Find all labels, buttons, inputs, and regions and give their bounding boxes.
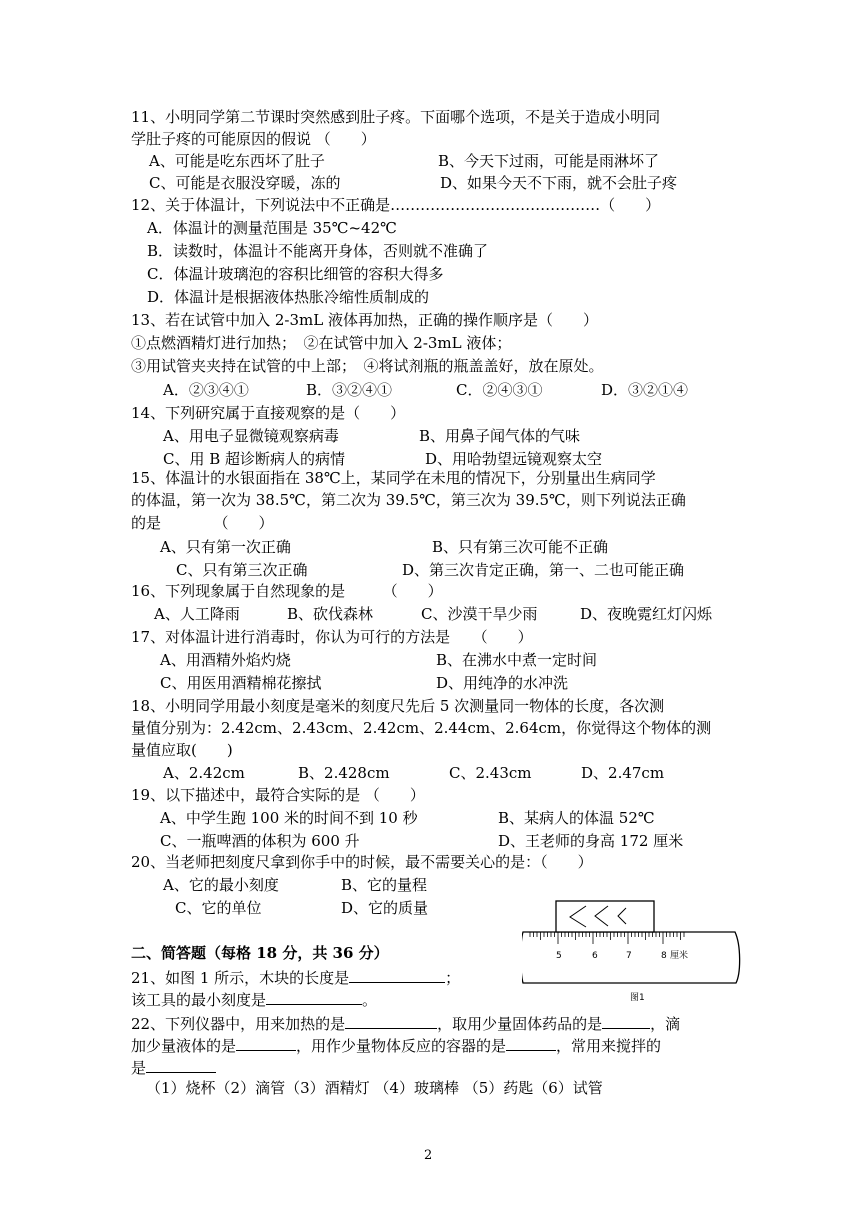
tick-label-6: 6 <box>592 951 598 961</box>
q20-option-d: D、它的质量 <box>341 899 429 917</box>
q18-text-cont-2: 量值应取( ) <box>131 741 233 759</box>
section-heading: 二、简答题（每格 18 分，共 36 分） <box>131 944 389 962</box>
q18-option-b: B、2.428cm <box>298 764 390 782</box>
q15-option-c: C、只有第三次正确 <box>176 561 308 579</box>
q15-option-b: B、只有第三次可能不正确 <box>432 538 609 556</box>
q22-prompt-3: ，滴 <box>650 1015 681 1033</box>
q18-option-a: A、2.42cm <box>163 764 245 782</box>
q13-text: 13、若在试管中加入 2-3mL 液体再加热，正确的操作顺序是（ ） <box>131 311 598 329</box>
answer-blank[interactable] <box>506 1034 556 1051</box>
q18-text-cont-1: 量值分别为：2.42cm、2.43cm、2.42cm、2.44cm、2.64cm，你觉得这个物体的测 <box>131 719 712 737</box>
q16-option-b: B、砍伐森林 <box>287 605 374 623</box>
q20-option-c: C、它的单位 <box>175 899 262 917</box>
q16-option-c: C、沙漠干旱少雨 <box>421 605 538 623</box>
q15-option-a: A、只有第一次正确 <box>160 538 291 556</box>
q13-option-d: D．③②①④ <box>601 381 689 399</box>
q17-option-d: D、用纯净的水冲洗 <box>436 674 569 692</box>
q13-option-a: A．②③④① <box>163 381 249 399</box>
punctuation: 。 <box>362 991 378 1009</box>
q21-text-cont <box>131 988 377 1010</box>
q22-prompt-6: ，常用来搅拌的 <box>556 1037 662 1055</box>
q13-steps-2: ③用试管夹夹持在试管的中上部； ④将试剂瓶的瓶盖盖好，放在原处。 <box>131 357 604 375</box>
q15-text-cont-2: 的是 （ ） <box>131 514 274 532</box>
q15-text: 15、体温计的水银面指在 38℃上，某同学在未甩的情况下，分别量出生病同学 <box>131 469 656 487</box>
q12-text: 12、关于体温计，下列说法中不正确是……………………………………（ ） <box>131 196 661 214</box>
tick-label-8: 8 <box>661 951 667 961</box>
tick-label-5: 5 <box>556 951 562 961</box>
q14-option-d: D、用哈勃望远镜观察太空 <box>425 450 603 468</box>
q13-option-c: C．②④③① <box>456 381 543 399</box>
answer-blank[interactable] <box>236 1034 296 1051</box>
q22-options: （1）烧杯（2）滴管（3）酒精灯 （4）玻璃棒 （5）药匙（6）试管 <box>146 1079 603 1097</box>
q22-text-cont-2 <box>131 1056 216 1078</box>
q22-prompt-1: 22、下列仪器中，用来加热的是 <box>131 1015 346 1033</box>
q20-option-b: B、它的量程 <box>341 876 428 894</box>
q11-option-b: B、今天下过雨，可能是雨淋坏了 <box>438 152 660 170</box>
page-number: 2 <box>424 1148 433 1163</box>
q18-option-c: C、2.43cm <box>449 764 532 782</box>
q14-option-b: B、用鼻子闻气体的气味 <box>419 427 581 445</box>
q14-option-a: A、用电子显微镜观察病毒 <box>163 427 339 445</box>
q15-text-cont-1: 的体温，第一次为 38.5℃，第二次为 39.5℃，第三次为 39.5℃，则下列说法正确 <box>131 491 686 509</box>
q20-option-a: A、它的最小刻度 <box>163 876 279 894</box>
q17-option-a: A、用酒精外焰灼烧 <box>160 651 291 669</box>
q22-prompt-5: ，用作少量物体反应的容器的是 <box>296 1037 507 1055</box>
answer-blank[interactable] <box>602 1012 650 1029</box>
q12-option-c: C．体温计玻璃泡的容积比细管的容积大得多 <box>147 265 444 283</box>
q17-option-c: C、用医用酒精棉花擦拭 <box>160 674 322 692</box>
answer-blank[interactable] <box>266 988 362 1005</box>
q19-option-a: A、中学生跑 100 米的时间不到 10 秒 <box>160 809 418 827</box>
ruler-scale <box>530 932 684 944</box>
q21-prompt: 21、如图 1 所示，木块的长度是 <box>131 969 350 987</box>
q16-text: 16、下列现象属于自然现象的是 （ ） <box>131 582 443 600</box>
answer-blank[interactable] <box>146 1056 216 1073</box>
q12-option-b: B．读数时，体温计不能离开身体，否则就不准确了 <box>147 242 489 260</box>
q13-option-b: B．③②④① <box>306 381 393 399</box>
q18-option-d: D、2.47cm <box>581 764 665 782</box>
q12-option-a: A．体温计的测量范围是 35℃~42℃ <box>147 219 397 237</box>
q11-option-d: D、如果今天不下雨，就不会肚子疼 <box>440 174 678 192</box>
q17-text: 17、对体温计进行消毒时，你认为可行的方法是 （ ） <box>131 628 533 646</box>
q22-prompt-7: 是 <box>131 1059 147 1077</box>
q13-steps-1: ①点燃酒精灯进行加热； ②在试管中加入 2-3mL 液体； <box>131 334 512 352</box>
q19-text: 19、以下描述中，最符合实际的是 （ ） <box>131 786 425 804</box>
q17-option-b: B、在沸水中煮一定时间 <box>436 651 598 669</box>
q11-text-cont: 学肚子疼的可能原因的假说 （ ） <box>131 130 376 148</box>
q11-text: 11、小明同学第二节课时突然感到肚子疼。下面哪个选项，不是关于造成小明同 <box>131 108 661 126</box>
q14-option-c: C、用 B 超诊断病人的病情 <box>163 450 346 468</box>
q12-option-d: D．体温计是根据液体热胀冷缩性质制成的 <box>147 288 430 306</box>
q19-option-b: B、某病人的体温 52℃ <box>498 809 655 827</box>
q22-prompt-2: ，取用少量固体药品的是 <box>437 1015 603 1033</box>
ruler-figure <box>522 895 744 1007</box>
q22-text-cont-1 <box>131 1034 661 1056</box>
answer-blank[interactable] <box>345 1012 437 1029</box>
q16-option-a: A、人工降雨 <box>154 605 240 623</box>
q22-prompt-4: 加少量液体的是 <box>131 1037 237 1055</box>
q11-option-a: A、可能是吃东西坏了肚子 <box>149 152 325 170</box>
ruler-unit-label: 厘米 <box>670 951 689 961</box>
q22-text <box>131 1012 680 1034</box>
tick-label-7: 7 <box>626 951 632 961</box>
q15-option-d: D、第三次肯定正确，第一、二也可能正确 <box>402 561 685 579</box>
q21-text <box>131 966 460 988</box>
q20-text: 20、当老师把刻度尺拿到你手中的时候，最不需要关心的是：（ ） <box>131 853 593 871</box>
q16-option-d: D、夜晚霓红灯闪烁 <box>580 605 713 623</box>
q18-text: 18、小明同学用最小刻度是毫米的刻度尺先后 5 次测量同一物体的长度，各次测 <box>131 697 665 715</box>
q21-prompt-2: 该工具的最小刻度是 <box>131 991 267 1009</box>
punctuation: ； <box>445 969 461 987</box>
q19-option-c: C、一瓶啤酒的体积为 600 升 <box>160 832 360 850</box>
q11-option-c: C、可能是衣服没穿暖，冻的 <box>149 174 341 192</box>
q19-option-d: D、王老师的身高 172 厘米 <box>498 832 684 850</box>
figure-caption: 图1 <box>630 993 645 1003</box>
answer-blank[interactable] <box>349 966 445 983</box>
q14-text: 14、下列研究属于直接观察的是（ ） <box>131 404 406 422</box>
